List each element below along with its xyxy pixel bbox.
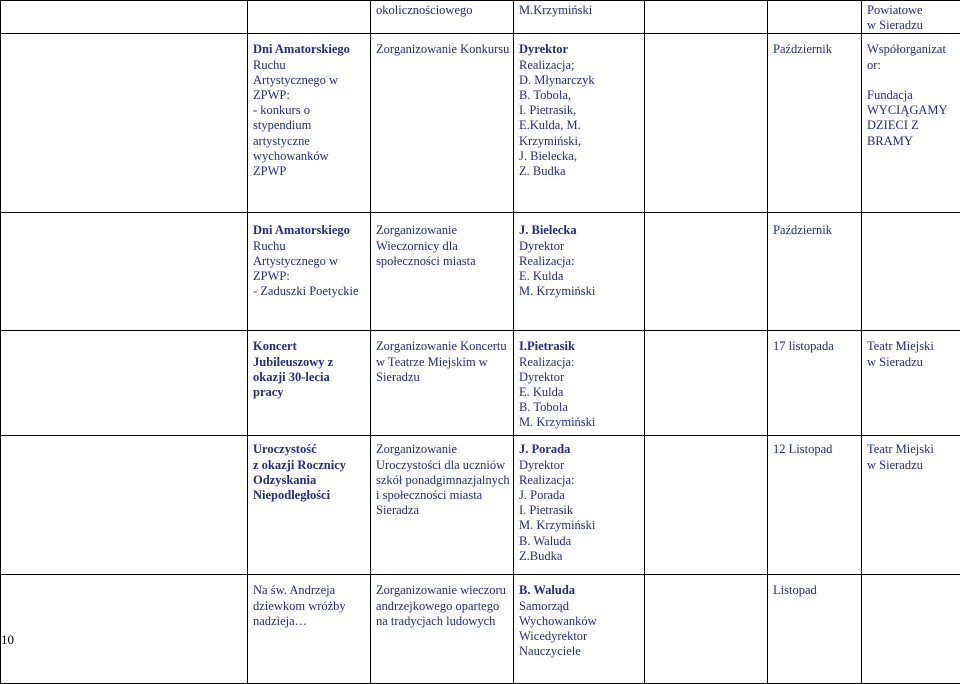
task-line: okolicznościowego xyxy=(376,3,513,18)
responsible-line: B. Waluda xyxy=(519,534,644,549)
cell-responsible xyxy=(514,436,645,575)
date-line: 12 Listopad xyxy=(773,442,861,457)
row-number: 10 xyxy=(1,632,14,647)
cell-event xyxy=(248,1,371,34)
responsible-head: B. Waluda xyxy=(519,583,644,598)
task-line: Zorganizowanie xyxy=(376,442,513,457)
event-line: ZPWP: xyxy=(253,88,370,103)
responsible-head: Dyrektor xyxy=(519,42,644,57)
event-line: artystyczne xyxy=(253,134,370,149)
cell-task xyxy=(371,213,514,331)
place-line: or: xyxy=(867,58,960,73)
cell-task xyxy=(371,575,514,684)
task-line: Wieczornicy dla xyxy=(376,239,513,254)
cell-responsible xyxy=(514,575,645,684)
cell-event xyxy=(248,331,371,436)
responsible-line: M. Krzymiński xyxy=(519,518,644,533)
event-line: Ruchu xyxy=(253,239,370,254)
place-line: WYCIĄGAMY xyxy=(867,103,960,118)
event-line: wychowanków xyxy=(253,149,370,164)
responsible-line: B. Tobola, xyxy=(519,88,644,103)
event-line: ZPWP xyxy=(253,164,370,179)
cell-place xyxy=(862,331,960,436)
responsible-line: Realizacja: xyxy=(519,254,644,269)
task-line: społeczności miasta xyxy=(376,254,513,269)
cell-place xyxy=(862,1,960,34)
event-line: Uroczystość xyxy=(253,442,370,457)
place-line: Teatr Miejski xyxy=(867,442,960,457)
event-line: nadzieja… xyxy=(253,614,370,629)
responsible-line: I. Pietrasik, xyxy=(519,103,644,118)
table-row xyxy=(1,575,960,684)
cell-responsible xyxy=(514,1,645,34)
event-line: pracy xyxy=(253,385,370,400)
responsible-line: Realizacja: xyxy=(519,355,644,370)
event-line: Jubileuszowy z xyxy=(253,355,370,370)
cell-task xyxy=(371,436,514,575)
task-line: Zorganizowanie wieczoru xyxy=(376,583,513,598)
responsible-line: I. Pietrasik xyxy=(519,503,644,518)
responsible-line: J. Porada xyxy=(519,488,644,503)
cell-event xyxy=(248,436,371,575)
event-line: z okazji Rocznicy xyxy=(253,458,370,473)
event-line: Dni Amatorskiego xyxy=(253,42,370,57)
event-line: Artystycznego w xyxy=(253,73,370,88)
cell-empty xyxy=(1,436,248,575)
responsible-line: M.Krzymiński xyxy=(519,3,644,18)
date-line: Październik xyxy=(773,223,861,238)
responsible-line: E.Kulda, M. xyxy=(519,118,644,133)
responsible-line: Z. Budka xyxy=(519,164,644,179)
table-row xyxy=(1,34,960,213)
event-line: stypendium xyxy=(253,118,370,133)
cell-empty xyxy=(645,213,768,331)
place-line: w Sieradzu xyxy=(867,458,960,473)
place-line: w Sieradzu xyxy=(867,355,960,370)
cell-responsible xyxy=(514,331,645,436)
event-line: Odzyskania xyxy=(253,473,370,488)
table-row xyxy=(1,213,960,331)
responsible-line: Realizacja; xyxy=(519,58,644,73)
cell-place xyxy=(862,575,960,684)
task-line: andrzejkowego opartego xyxy=(376,599,513,614)
responsible-head: J. Bielecka xyxy=(519,223,644,238)
cell-place xyxy=(862,436,960,575)
cell-empty xyxy=(1,575,248,684)
date-line: 17 listopada xyxy=(773,339,861,354)
date-line: Październik xyxy=(773,42,861,57)
task-line: na tradycjach ludowych xyxy=(376,614,513,629)
responsible-head: I.Pietrasik xyxy=(519,339,644,354)
responsible-line: Nauczyciele xyxy=(519,644,644,659)
responsible-line: M. Krzymiński xyxy=(519,284,644,299)
task-line: szkół ponadgimnazjalnych xyxy=(376,473,513,488)
event-line: Ruchu xyxy=(253,58,370,73)
place-line: DZIECI Z xyxy=(867,118,960,133)
responsible-line: Dyrektor xyxy=(519,370,644,385)
task-line: Uroczystości dla uczniów xyxy=(376,458,513,473)
responsible-line: Krzymiński, xyxy=(519,134,644,149)
event-line: Koncert xyxy=(253,339,370,354)
date-line: Listopad xyxy=(773,583,861,598)
cell-date xyxy=(768,1,862,34)
responsible-line: Z.Budka xyxy=(519,549,644,564)
cell-empty xyxy=(1,213,248,331)
place-line: Fundacja xyxy=(867,88,960,103)
event-line: Artystycznego w xyxy=(253,254,370,269)
event-line: okazji 30-lecia xyxy=(253,370,370,385)
responsible-line: E. Kulda xyxy=(519,269,644,284)
responsible-line: Dyrektor xyxy=(519,239,644,254)
place-line: Współorganizat xyxy=(867,42,960,57)
cell-date xyxy=(768,436,862,575)
responsible-line: Wychowanków xyxy=(519,614,644,629)
event-line: dziewkom wróżby xyxy=(253,599,370,614)
task-line: w Teatrze Miejskim w xyxy=(376,355,513,370)
responsible-line: Samorząd xyxy=(519,599,644,614)
responsible-line: D. Młynarczyk xyxy=(519,73,644,88)
cell-empty xyxy=(1,34,248,213)
cell-place xyxy=(862,213,960,331)
cell-place xyxy=(862,34,960,213)
event-line: - Zaduszki Poetyckie xyxy=(253,284,370,299)
table-row xyxy=(1,1,960,34)
cell-empty xyxy=(645,1,768,34)
event-line: Dni Amatorskiego xyxy=(253,223,370,238)
cell-empty xyxy=(645,331,768,436)
cell-task xyxy=(371,1,514,34)
cell-task xyxy=(371,331,514,436)
task-line: Sieradza xyxy=(376,503,513,518)
cell-event xyxy=(248,34,371,213)
cell-responsible xyxy=(514,213,645,331)
cell-empty xyxy=(645,34,768,213)
place-line xyxy=(867,73,960,88)
place-line: BRAMY xyxy=(867,134,960,149)
responsible-line: B. Tobola xyxy=(519,400,644,415)
cell-date xyxy=(768,213,862,331)
cell-event xyxy=(248,575,371,684)
responsible-line: J. Bielecka, xyxy=(519,149,644,164)
table-row xyxy=(1,331,960,436)
event-line: - konkurs o xyxy=(253,103,370,118)
cell-empty xyxy=(645,575,768,684)
cell-empty xyxy=(645,436,768,575)
cell-event xyxy=(248,213,371,331)
task-line: i społeczności miasta xyxy=(376,488,513,503)
event-line: Na św. Andrzeja xyxy=(253,583,370,598)
responsible-line: M. Krzymiński xyxy=(519,415,644,430)
cell-responsible xyxy=(514,34,645,213)
cell-empty xyxy=(1,331,248,436)
responsible-line: Wicedyrektor xyxy=(519,629,644,644)
cell-date xyxy=(768,575,862,684)
responsible-line: Dyrektor xyxy=(519,458,644,473)
task-line: Zorganizowanie Konkursu xyxy=(376,42,513,57)
task-line: Zorganizowanie Koncertu xyxy=(376,339,513,354)
cell-date xyxy=(768,34,862,213)
place-line: w Sieradzu xyxy=(867,18,960,33)
responsible-line: Realizacja: xyxy=(519,473,644,488)
responsible-head: J. Porada xyxy=(519,442,644,457)
event-line: ZPWP: xyxy=(253,269,370,284)
cell-empty xyxy=(1,1,248,34)
cell-task xyxy=(371,34,514,213)
event-line: Niepodległości xyxy=(253,488,370,503)
place-line: Powiatowe xyxy=(867,3,960,18)
cell-date xyxy=(768,331,862,436)
table-row xyxy=(1,436,960,575)
task-line: Zorganizowanie xyxy=(376,223,513,238)
task-line: Sieradzu xyxy=(376,370,513,385)
place-line: Teatr Miejski xyxy=(867,339,960,354)
responsible-line: E. Kulda xyxy=(519,385,644,400)
